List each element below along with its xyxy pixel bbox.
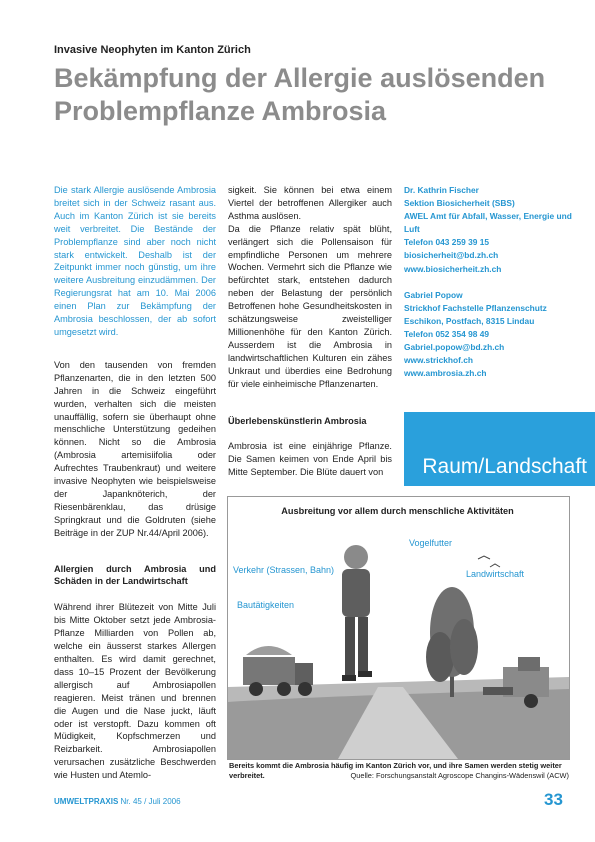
contact-line: Dr. Kathrin Fischer [404, 185, 479, 195]
lead-paragraph: Die stark Allergie auslösende Ambrosia breitet sich in der Schweiz rasant aus. Auch im Kanton Zürich ist sie bereits weit verbreitet. Die Bestände der Problempflanze sind aber noch nicht stark entwickelt. Deshalb ist der Zeitpunkt immer noch günstig, um ihre weitere Ausbreitung einzudämmen. Der Regierungsrat hat am 10. Mai 2006 einen Plan zur Bekämpfung der Ambrosia beschlossen, der ab sofort umgesetzt wird. [54, 185, 216, 337]
figure-label: Vogelfutter [409, 538, 453, 548]
magazine-name: UMWELTPRAXIS [54, 797, 119, 806]
contact-link[interactable]: www.biosicherheit.zh.ch [404, 263, 502, 274]
contact-line: Eschikon, Postfach, 8315 Lindau [404, 315, 535, 326]
issue-info: Nr. 45 / Juli 2006 [120, 797, 181, 806]
caption-text: Bereits kommt die Ambrosia häufig im Kanton Zürich vor, und ihre Samen werden stetig weiter verbreitet. [229, 761, 562, 780]
contact-line: Gabriel Popow [404, 289, 463, 300]
caption-source: Quelle: Forschungsanstalt Agroscope Changins-Wädenswil (ACW) [350, 771, 569, 780]
section-label: Raum/Landschaft [422, 455, 587, 478]
figure-caption [229, 761, 569, 781]
figure-label: Bautätigkeiten [237, 600, 295, 610]
column-2 [228, 184, 392, 479]
column-1 [54, 184, 216, 782]
paragraph: sigkeit. Sie können bei etwa einem Viertel der betroffenen Allergiker auch Asthma auslösen. [228, 185, 392, 221]
figure-title: Ausbreitung vor allem durch menschliche Aktivitäten [281, 506, 514, 516]
spacer [404, 276, 579, 289]
contact-box [404, 184, 579, 380]
contact-link[interactable]: www.strickhof.ch [404, 355, 474, 366]
section-heading: Überlebenskünstlerin Ambrosia [228, 415, 367, 426]
contact-line: Telefon 052 354 98 49 [404, 328, 490, 339]
contact-email[interactable]: Gabriel.popow@bd.zh.ch [404, 342, 505, 353]
paragraph: Von den tausenden von fremden Pflanzenarten, die in den letzten 500 Jahren in die Schweiz eingeführt wurden, verhalten sich die meisten unauffällig, sofern sie überhaupt ohne menschliche Unterstützung gedeihen können. Nicht so die Ambrosia (Ambrosia artemisiifolia oder Aufrechtes Traubenkraut) und weitere invasive Neophyten wie beispielsweise der Japanknöterich, der Riesenbärenklau, das drüsige Springkraut und die Goldruten (siehe Beiträge in der ZUP Nr.44/April 2006). [54, 359, 216, 538]
figure-label: Landwirtschaft [466, 569, 525, 579]
page-title: Bekämpfung der Allergie auslösenden Problempflanze Ambrosia [54, 63, 546, 126]
section-heading: Allergien durch Ambrosia und Schäden in der Landwirtschaft [54, 563, 216, 587]
contact-line: Strickhof Fachstelle Pflanzenschutz [404, 302, 547, 313]
kicker: Invasive Neophyten im Kanton Zürich [54, 44, 251, 56]
paragraph: Während ihrer Blütezeit von Mitte Juli bis Mitte Oktober setzt jede Ambrosia-Pflanze Milliarden von Pollen ab, welche ein äusserst starkes Allergen enthalten. Es wird damit gerechnet, dass 10–15 Prozent der Bevölkerung allergisch auf Ambrosiapollen reagieren. Meist tränen und brennen die Augen und die Nase juckt, läuft oder ist verstopft. Dazu kommen oft Müdigkeit, Kopfschmerzen und Reizbarkeit. Ambrosiapollen verursachen zusätzliche Beschwerden wie Husten und Atemlo- [54, 602, 216, 781]
page-number: 33 [544, 790, 563, 809]
figure-label: Verkehr (Strassen, Bahn) [233, 565, 335, 575]
contact-line: Telefon 043 259 39 15 [404, 237, 490, 248]
section-label-box [404, 412, 595, 486]
footer [54, 797, 181, 806]
contact-link[interactable]: www.ambrosia.zh.ch [404, 368, 487, 379]
paragraph: Da die Pflanze relativ spät blüht, verlängert sich die Pollensaison für empfindliche Personen um mehrere Wochen. Vermehrt sich die Pflanze wie befürchtet stark, entstehen dadurch neben der Belastung der persönlich Betroffenen hohe Gesundheitskosten in schätzungsweise zweistelliger Millionenhöhe für den Kanton Zürich. Ausserdem ist die Ambrosia in landwirtschaftlichen Kulturen ein zähes Unkraut und überdies eine Bedrohung für viele einheimische Pflanzenarten. [228, 223, 392, 389]
illustration [228, 497, 569, 759]
contact-line: AWEL Amt für Abfall, Wasser, Energie und Luft [404, 211, 572, 235]
contact-email[interactable]: biosicherheit@bd.zh.ch [404, 250, 499, 261]
figure-frame [227, 496, 570, 760]
contact-line: Sektion Biosicherheit (SBS) [404, 198, 515, 209]
paragraph: Ambrosia ist eine einjährige Pflanze. Die Samen keimen von Ende April bis Mitte September. Die Blüte dauert von [228, 441, 392, 478]
